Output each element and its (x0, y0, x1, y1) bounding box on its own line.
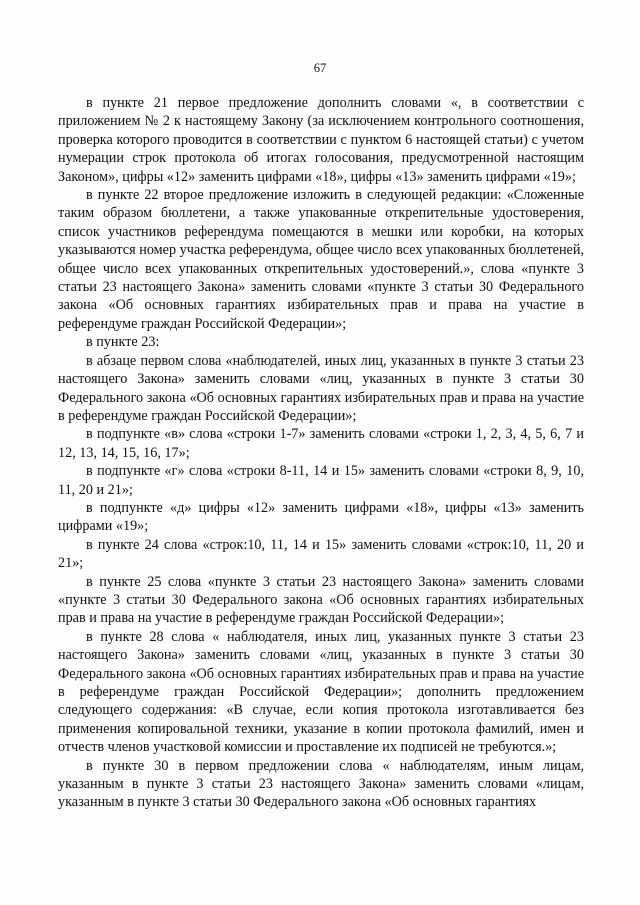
page-number: 67 (313, 61, 327, 75)
paragraph-point-28: в пункте 28 слова « наблюдателя, иных лиц, указанных пункте 3 статьи 23 настоящего Закона» заменить словами «лиц, указанных в пункте 3 статьи 30 Федерального закона «Об основных гарантиях избирательных прав и права на участие в референдуме граждан Российской Федерации»; дополнить предложением следующего содержания: «В случае, если копия протокола изготавливается без применения копировальной техники, указание в копии протокола фамилий, имен и отчеств членов участковой комиссии и проставление их подписей не требуются.»; (58, 628, 584, 756)
document-body (58, 94, 584, 812)
paragraph-subpoint-v: в подпункте «в» слова «строки 1-7» заменить словами «строки 1, 2, 3, 4, 5, 6, 7 и 12, 13, 14, 15, 16, 17»; (58, 426, 584, 461)
paragraph-subpoint-d: в подпункте «д» цифры «12» заменить цифрами «18», цифры «13» заменить цифрами «19»; (58, 499, 584, 535)
paragraph-point-23-first-clause: в абзаце первом слова «наблюдателей, иных лиц, указанных в пункте 3 статьи 23 настоящего Закона» заменить словами «лиц, указанных в пункте 3 статьи 30 Федерального закона «Об основных гарантиях избирательных прав и права на участие в референдуме граждан Российской Федерации»; (58, 352, 584, 424)
paragraph-point-21: в пункте 21 первое предложение дополнить словами «, в соответствии с приложением № 2 к настоящему Закону (за исключением контрольного соотношения, проверка которого проводится в соответствии с пунктом 6 настоящей статьи) с учетом нумерации строк протокола об итогах голосования, предусмотренной настоящим Законом», цифры «12» заменить цифрами «18», цифры «13» заменить цифрами «19»; (58, 95, 584, 185)
paragraph-subpoint-g: в подпункте «г» слова «строки 8-11, 14 и 15» заменить словами «строки 8, 9, 10, 11, 20 и 21»; (58, 463, 584, 498)
paragraph-point-30: в пункте 30 в первом предложении слова « наблюдателям, иным лицам, указанным в пункте 3 статьи 23 настоящего Закона» заменить словами «лицам, указанным в пункте 3 статьи 30 Федерального закона «Об основных гарантиях (58, 757, 584, 811)
paragraph-point-23-heading: в пункте 23: (86, 334, 160, 351)
paragraph-point-22: в пункте 22 второе предложение изложить в следующей редакции: «Сложенные таким образом бюллетени, а также упакованные открепительные удостоверения, список участников референдума помещаются в мешки или коробки, на которых указываются номер участка референдума, общее число всех упакованных бюллетеней, общее число всех упакованных открепительных удостоверений.», слова «пункте 3 статьи 23 настоящего Закона» заменить словами «пункте 3 статьи 30 Федерального закона «Об основных гарантиях избирательных прав и права на участие в референдуме граждан Российской Федерации»; (58, 187, 584, 332)
paragraph-point-24: в пункте 24 слова «строк:10, 11, 14 и 15» заменить словами «строк:10, 11, 20 и 21»; (58, 536, 584, 572)
paragraph-point-25: в пункте 25 слова «пункте 3 статьи 23 настоящего Закона» заменить словами «пункте 3 статьи 30 Федерального закона «Об основных гарантиях избирательных прав и права на участие в референдуме граждан Российской Федерации»; (58, 573, 584, 627)
